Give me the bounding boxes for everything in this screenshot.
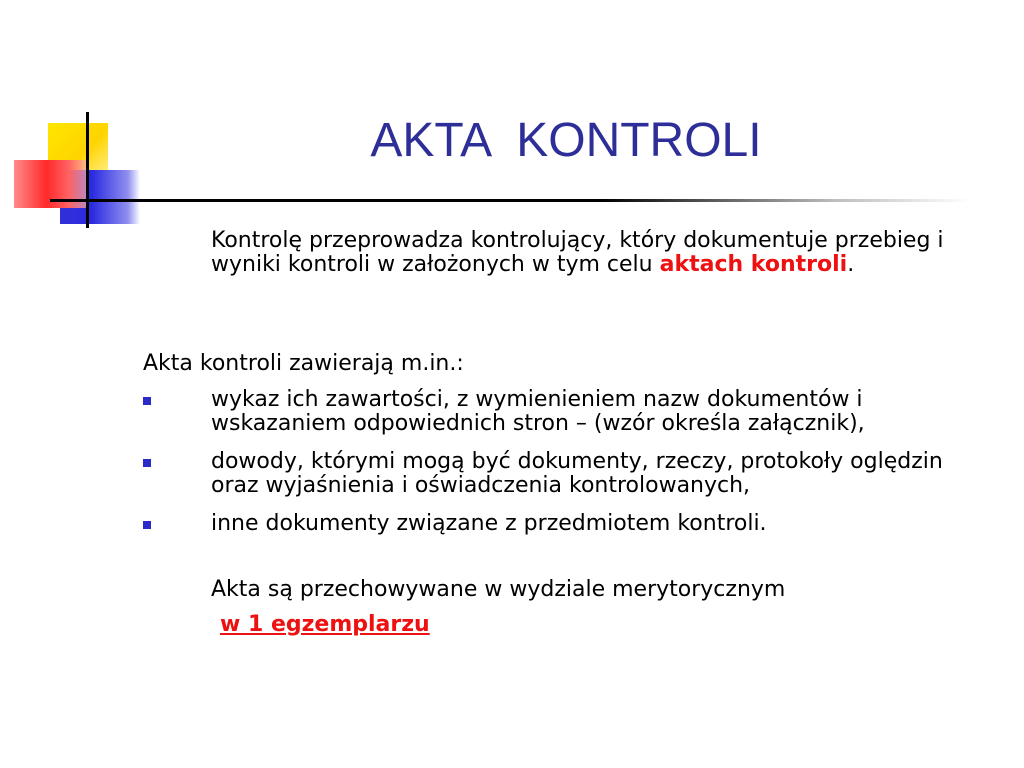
list-intro: Akta kontroli zawierają m.in.: — [143, 351, 464, 376]
paragraph-control-records — [211, 229, 971, 277]
storage-text: Akta są przechowywane w wydziale merytorycznym — [211, 577, 786, 602]
square-bullet-icon — [143, 521, 151, 529]
slide-title: AKTA KONTROLI — [370, 114, 762, 167]
paragraph-end: . — [847, 252, 855, 277]
square-bullet-icon — [143, 459, 151, 467]
title-divider — [50, 199, 970, 202]
paragraph-text: Kontrolę przeprowadza kontrolujący, który dokumentuje przebieg i wyniki kontroli w założonych w tym celu — [211, 228, 944, 277]
square-bullet-icon — [143, 397, 151, 405]
list-item-text: inne dokumenty związane z przedmiotem kontroli. — [211, 511, 767, 536]
copies-count: w 1 egzemplarzu — [220, 612, 430, 637]
list-item-text: dowody, którymi mogą być dokumenty, rzeczy, protokoły oględzin oraz wyjaśnienia i oświadczenia kontrolowanych, — [211, 449, 943, 498]
paragraph-highlight: aktach kontroli — [659, 252, 848, 277]
list-item-text: wykaz ich zawartości, z wymienieniem nazw dokumentów i wskazaniem odpowiednich stron – (wzór określa załącznik), — [211, 387, 865, 436]
